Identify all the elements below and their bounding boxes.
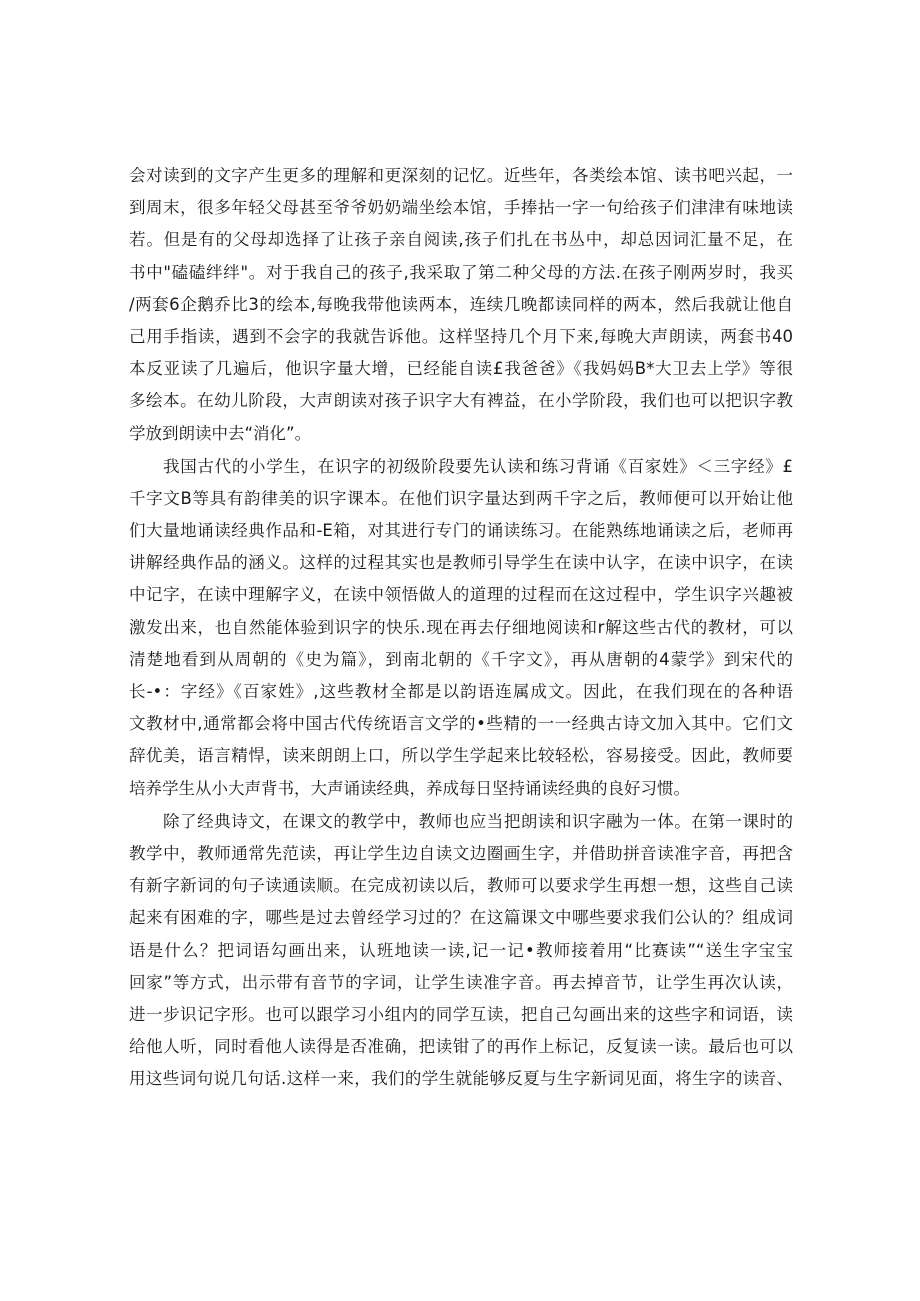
body-text [129,160,793,1095]
text-line: 辞优美，语言精悍，读来朗朗上口，所以学生学起来比较轻松，容易接受。因此，教师要 [129,746,793,766]
text-line: 有新字新词的句子读通读顺。在完成初读以后，教师可以要求学生再想一想，这些自己读 [129,876,793,896]
paragraph-3 [129,806,793,1096]
text-line: 回家”等方式，出示带有音节的字词，让学生读准字音。再去掉音节，让学生再次认读， [129,972,793,992]
text-line: 清楚地看到从周朝的《史为篇》，到南北朝的《千字文》，再从唐朝的4蒙学》到宋代的 [129,649,793,669]
text-line: /两套6企鹅乔比3的绘本,每晚我带他读两本，连续几晚都读同样的两本，然后我就让他自 [129,294,793,314]
text-line: 教学中，教师通常先范读，再让学生边自读文边圈画生字，并借助拼音读准字音，再把含 [129,843,793,863]
text-line: 们大量地诵读经典作品和-E箱，对其进行专门的诵读练习。在能熟练地诵读之后，老师再 [129,521,793,541]
text-line: 书中"磕磕绊绊"。对于我自己的孩子,我采取了第二种父母的方法.在孩子刚两岁时，我买 [129,262,793,282]
text-line: 除了经典诗文，在课文的教学中，教师也应当把朗读和识字融为一体。在第一课时的 [163,811,793,831]
text-line: 激发出来，也自然能体验到识字的快乐.现在再去仔细地阅读和r解这些古代的教材，可以 [129,617,793,637]
text-line: 本反亚读了几遍后，他识字量大增，已经能自读£我爸爸》《我妈妈B*大卫去上学》等很 [129,359,793,379]
text-line: 讲解经典作品的涵义。这样的过程其实也是教师引导学生在读中认字，在读中识字，在读 [129,553,793,573]
text-line: 多绘本。在幼儿阶段，大声朗读对孩子识字大有裨益，在小学阶段，我们也可以把识字教 [129,391,793,411]
text-line: 学放到朗读中去“消化”。 [129,423,312,443]
text-line: 给他人听，同时看他人读得是否准确，把读钳了的再作上标记，反复读一读。最后也可以 [129,1037,793,1057]
text-line: 长-•：字经》《百家姓》,这些教材全都是以韵语连属成文。因此，在我们现在的各种语 [129,682,793,701]
text-line: 会对读到的文字产生更多的理解和更深刻的记忆。近些年，各类绘本馆、读书吧兴起，一 [129,166,793,185]
paragraph-1 [129,160,793,450]
text-line: 语是什么？把词语勾画出来，认班地读一读,记一记•教师接着用“比赛读”“送生字宝宝 [129,940,793,960]
text-line: 进一步识记字形。也可以跟学习小组内的同学互读，把自己勾画出来的这些字和词语，读 [129,1004,793,1024]
text-line: 中记字，在读中理解字义，在读中领悟做人的道理的过程而在这过程中，学生识字兴趣被 [129,585,793,605]
text-line: 若。但是有的父母却选择了让孩子亲自阅读,孩子们扎在书丛中，却总因词汇量不足，在 [129,230,793,250]
text-line: 培养学生从小大声背书，大声诵读经典，养成每日坚持诵读经典的良好习惯。 [129,778,690,798]
text-line: 文教材中,通常都会将中国古代传统语言文学的•些精的一一经典古诗文加入其中。它们文 [129,714,793,734]
text-line: 到周末，很多年轻父母甚至爷爷奶奶端坐绘本馆，手捧拈一字一句给孩子们津津有味地读 [129,198,793,218]
text-line: 起来有困难的字，哪些是过去曾经学习过的？在这篇课文中哪些要求我们公认的？组成词 [129,908,793,928]
text-line: 用这些词句说几句话.这样一来，我们的学生就能够反夏与生字新词见面，将生字的读音、 [129,1069,793,1089]
text-line: 己用手指读，遇到不会字的我就告诉他。这样坚持几个月下来,每晚大声朗读，两套书40 [129,326,793,346]
paragraph-2 [129,451,793,805]
text-line: 千字文B等具有韵律美的识字课本。在他们识字量达到两千字之后，教师便可以开始让他 [129,488,793,508]
text-line: 我国古代的小学生，在识字的初级阶段要先认读和练习背诵《百家姓》＜三字经》£ [163,456,793,476]
